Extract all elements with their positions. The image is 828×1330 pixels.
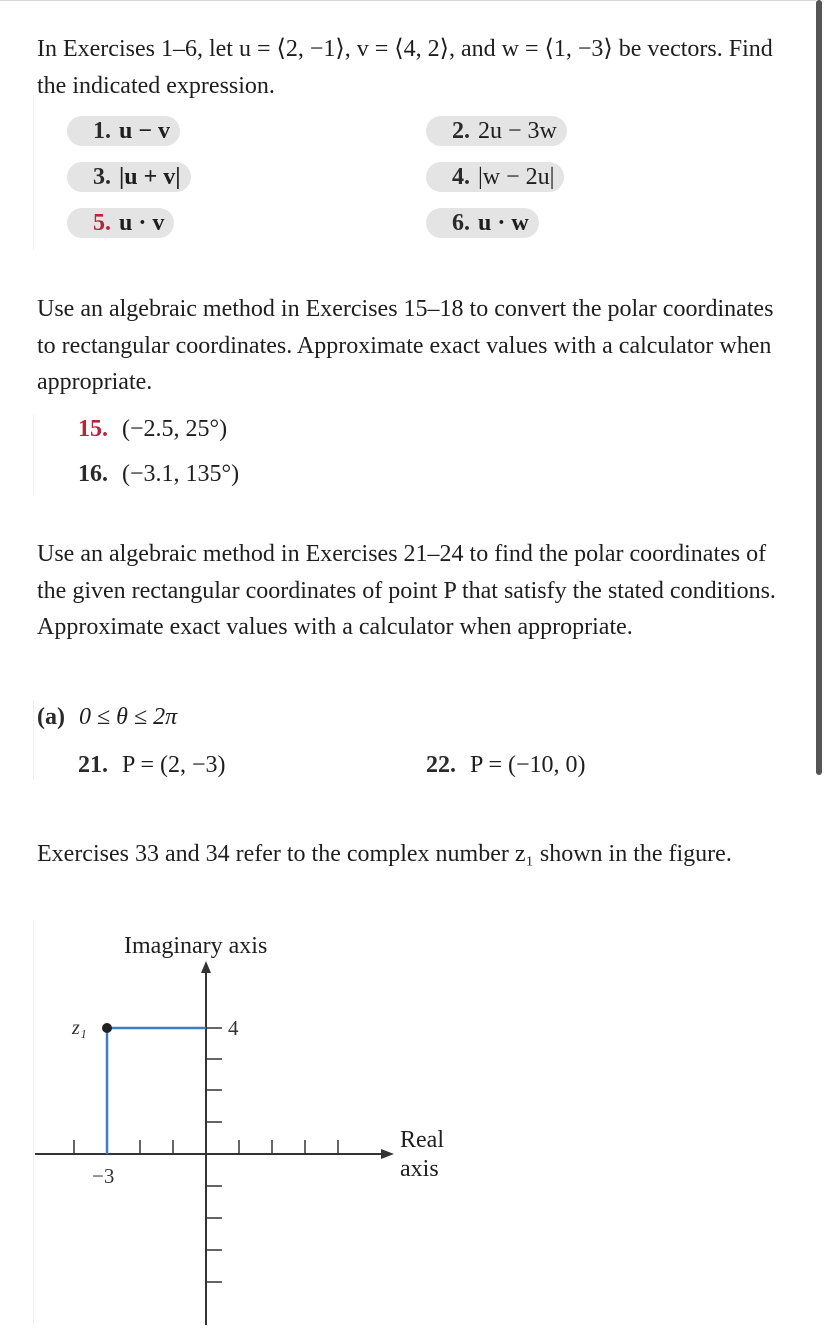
- section4-intro: Exercises 33 and 34 refer to the complex number z₁ shown in the figure.: [37, 841, 732, 867]
- exercise-expression: P = (−10, 0): [470, 752, 586, 778]
- real-axis-arrow-icon: [381, 1149, 394, 1159]
- exercise-expression: P = (2, −3): [122, 752, 226, 778]
- exercise-number: 2.: [452, 118, 470, 144]
- section2-intro: Use an algebraic method in Exercises 15–18 to convert the polar coordinates to rectangular coordinates. Approximate exact values with a calculator when appropriate.: [37, 296, 774, 395]
- imaginary-axis-arrow-icon: [201, 961, 211, 973]
- x-tick-label: −3: [92, 1164, 115, 1188]
- z1-label: z₁: [72, 1017, 87, 1039]
- exercise-number: 3.: [93, 164, 111, 190]
- real-axis-label: axis: [400, 1156, 439, 1182]
- real-axis-label: Real: [400, 1127, 444, 1153]
- exercise-number: 4.: [452, 164, 470, 190]
- section1-intro: In Exercises 1–6, let u = ⟨2, −1⟩, v = ⟨4, 2⟩, and w = ⟨1, −3⟩ be vectors. Find the indicated expression.: [37, 36, 773, 99]
- z1-point: [102, 1023, 112, 1033]
- condition-label: (a): [37, 704, 65, 730]
- exercise-number: 6.: [452, 210, 470, 236]
- exercise-number: 16.: [78, 461, 108, 487]
- exercise-number: 5.: [93, 210, 111, 236]
- condition-expression: 0 ≤ θ ≤ 2π: [78, 704, 178, 730]
- exercise-number: 22.: [426, 752, 456, 778]
- exercise-number: 21.: [78, 752, 108, 778]
- exercise-number: 15.: [78, 416, 108, 442]
- y-tick-label: 4: [228, 1016, 239, 1040]
- exercise-expression: 2u − 3w: [478, 118, 557, 144]
- exercise-expression: |u + v|: [119, 164, 181, 190]
- exercise-expression: u · v: [119, 210, 165, 236]
- imaginary-axis-label: Imaginary axis: [124, 933, 268, 959]
- exercise-expression: u − v: [119, 118, 171, 144]
- exercise-number: 1.: [93, 118, 111, 144]
- exercise-expression: u · w: [478, 210, 529, 236]
- exercise-expression: |w − 2u|: [478, 164, 555, 190]
- section3-intro: Use an algebraic method in Exercises 21–24 to find the polar coordinates of the given rectangular coordinates of point P that satisfy the stated conditions. Approximate exact values with a calculator when appropriate.: [37, 541, 776, 640]
- exercise-expression: (−3.1, 135°): [122, 461, 240, 487]
- exercise-expression: (−2.5, 25°): [122, 416, 228, 442]
